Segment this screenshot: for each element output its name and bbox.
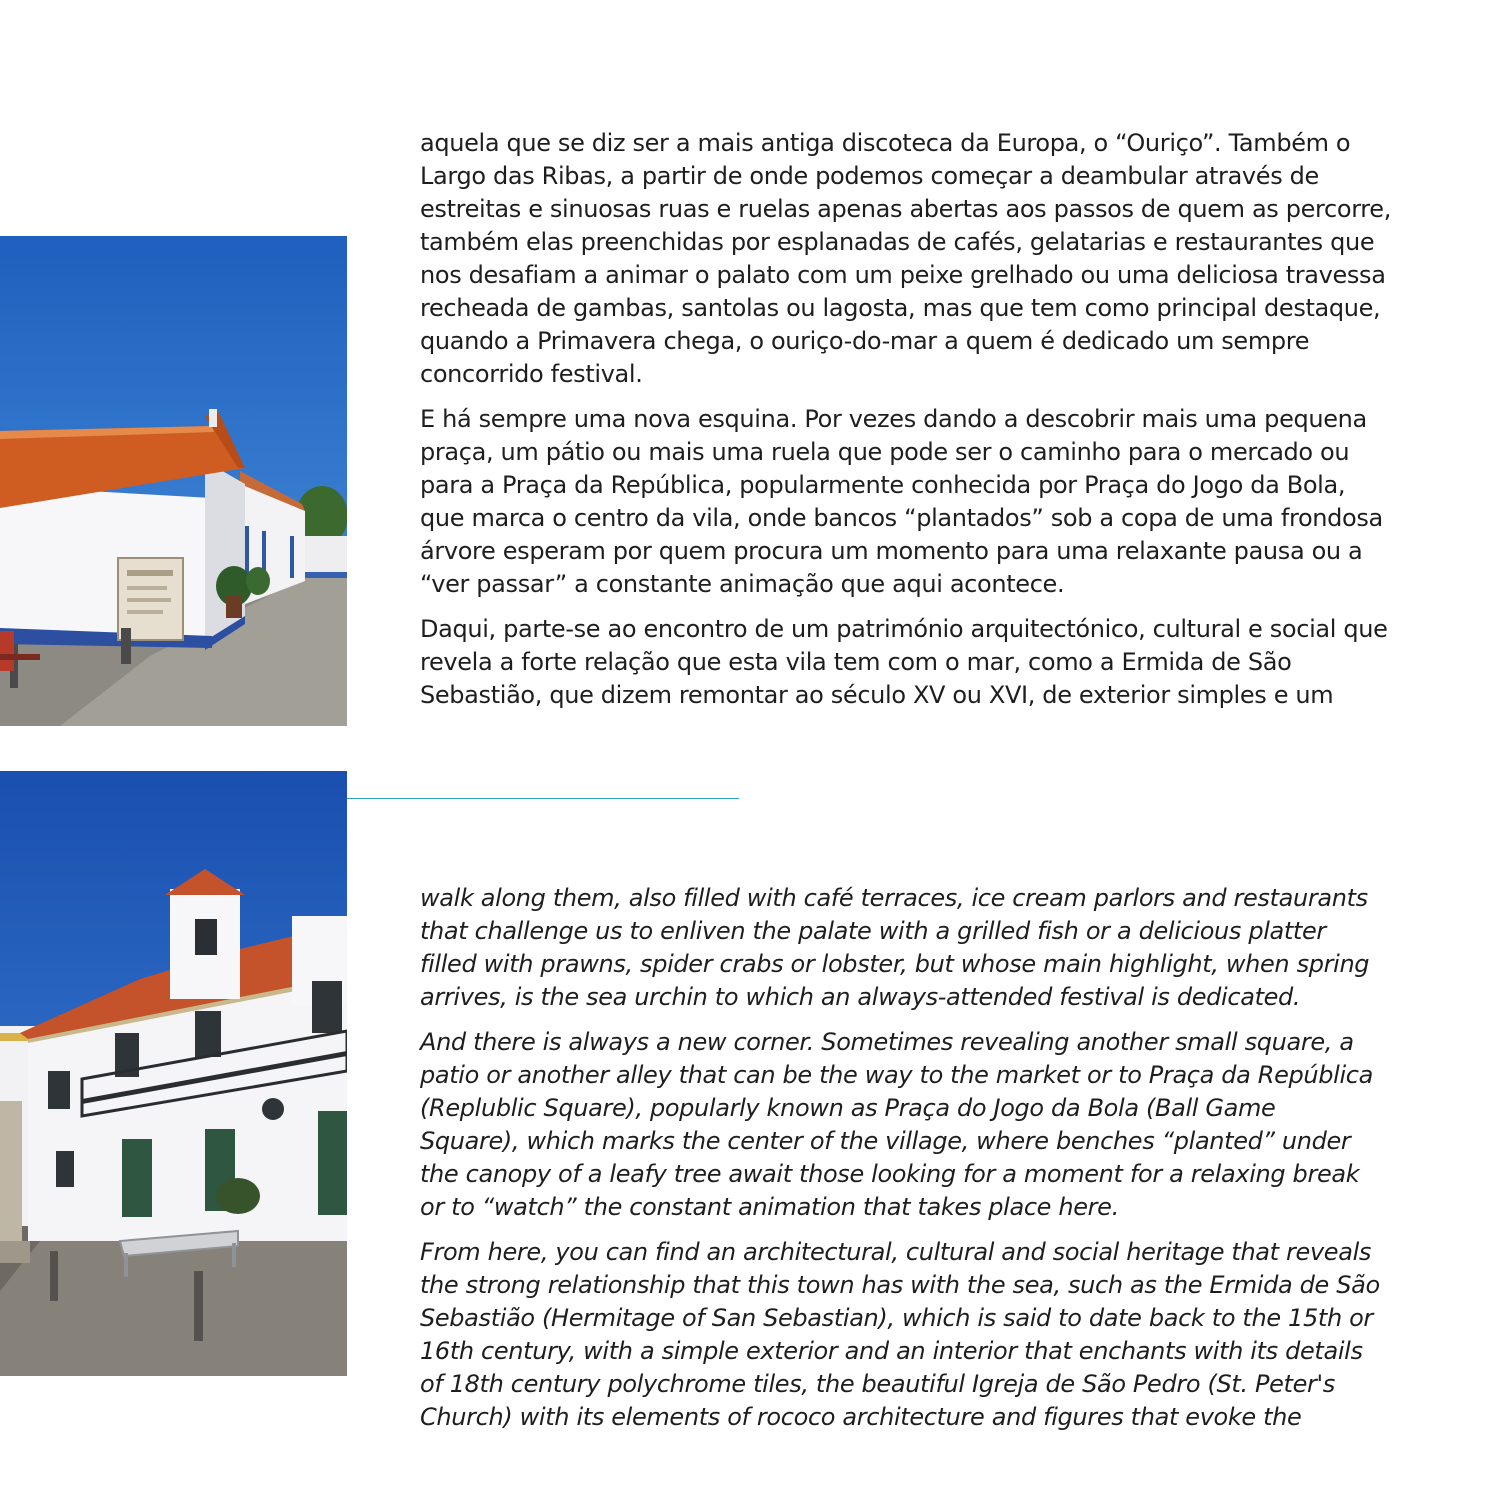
text-line: (Replublic Square), popularly known as Praça do Jogo da Bola (Ball Game — [420, 1094, 1276, 1122]
en-paragraph — [420, 1026, 1420, 1224]
text-line: Sebastião, que dizem remontar ao século XV ou XVI, de exterior simples e um — [420, 681, 1334, 709]
text-line: arrives, is the sea urchin to which an always-attended festival is dedicated. — [420, 983, 1301, 1011]
text-line: or to “watch” the constant animation that takes place here. — [420, 1193, 1119, 1221]
pt-paragraph — [420, 613, 1420, 712]
text-line: Square), which marks the center of the village, where benches “planted” under — [420, 1127, 1351, 1155]
chapel-photo-image — [0, 236, 347, 726]
text-line: filled with prawns, spider crabs or lobster, but whose main highlight, when spring — [420, 950, 1370, 978]
text-line: que marca o centro da vila, onde bancos “plantados” sob a copa de uma frondosa — [420, 504, 1383, 532]
text-line: aquela que se diz ser a mais antiga discoteca da Europa, o “Ouriço”. Também o — [420, 129, 1351, 157]
pt-paragraph — [420, 403, 1420, 601]
text-line: estreitas e sinuosas ruas e ruelas apenas abertas aos passos de quem as percorre, — [420, 195, 1391, 223]
text-line: praça, um pátio ou mais uma ruela que pode ser o caminho para o mercado ou — [420, 438, 1350, 466]
text-line: Sebastião (Hermitage of San Sebastian), which is said to date back to the 15th or — [420, 1304, 1373, 1332]
text-line: revela a forte relação que esta vila tem com o mar, como a Ermida de São — [420, 648, 1292, 676]
text-line: E há sempre uma nova esquina. Por vezes dando a descobrir mais uma pequena — [420, 405, 1367, 433]
portuguese-text — [420, 127, 1420, 724]
en-paragraph — [420, 882, 1420, 1014]
text-line: patio or another alley that can be the way to the market or to Praça da República — [420, 1061, 1374, 1089]
text-line: também elas preenchidas por esplanadas de cafés, gelatarias e restaurantes que — [420, 228, 1375, 256]
text-line: walk along them, also filled with café terraces, ice cream parlors and restaurants — [420, 884, 1368, 912]
text-line: the strong relationship that this town has with the sea, such as the Ermida de São — [420, 1271, 1380, 1299]
square-photo — [0, 771, 347, 1376]
text-line: the canopy of a leafy tree await those looking for a moment for a relaxing break — [420, 1160, 1360, 1188]
text-line: From here, you can find an architectural, cultural and social heritage that reveals — [420, 1238, 1372, 1266]
text-line: Daqui, parte-se ao encontro de um património arquitectónico, cultural e social que — [420, 615, 1388, 643]
text-line: And there is always a new corner. Sometimes revealing another small square, a — [420, 1028, 1354, 1056]
text-line: nos desafiam a animar o palato com um peixe grelhado ou uma deliciosa travessa — [420, 261, 1386, 289]
text-line: 16th century, with a simple exterior and an interior that enchants with its details — [420, 1337, 1363, 1365]
text-line: Largo das Ribas, a partir de onde podemos começar a deambular através de — [420, 162, 1319, 190]
text-line: “ver passar” a constante animação que aqui acontece. — [420, 570, 1065, 598]
chapel-photo — [0, 236, 347, 726]
text-line: of 18th century polychrome tiles, the beautiful Igreja de São Pedro (St. Peter's — [420, 1370, 1335, 1398]
pt-paragraph — [420, 127, 1420, 391]
text-line: árvore esperam por quem procura um momento para uma relaxante pausa ou a — [420, 537, 1363, 565]
text-line: that challenge us to enliven the palate with a grilled fish or a delicious platter — [420, 917, 1326, 945]
square-photo-image — [0, 771, 347, 1376]
en-paragraph — [420, 1236, 1420, 1434]
text-line: concorrido festival. — [420, 360, 643, 388]
text-line: para a Praça da República, popularmente conhecida por Praça do Jogo da Bola, — [420, 471, 1346, 499]
english-text — [420, 882, 1420, 1446]
text-line: Church) with its elements of rococo architecture and figures that evoke the — [420, 1403, 1302, 1431]
text-line: quando a Primavera chega, o ouriço-do-mar a quem é dedicado um sempre — [420, 327, 1310, 355]
section-divider — [347, 798, 739, 799]
text-line: recheada de gambas, santolas ou lagosta, mas que tem como principal destaque, — [420, 294, 1381, 322]
